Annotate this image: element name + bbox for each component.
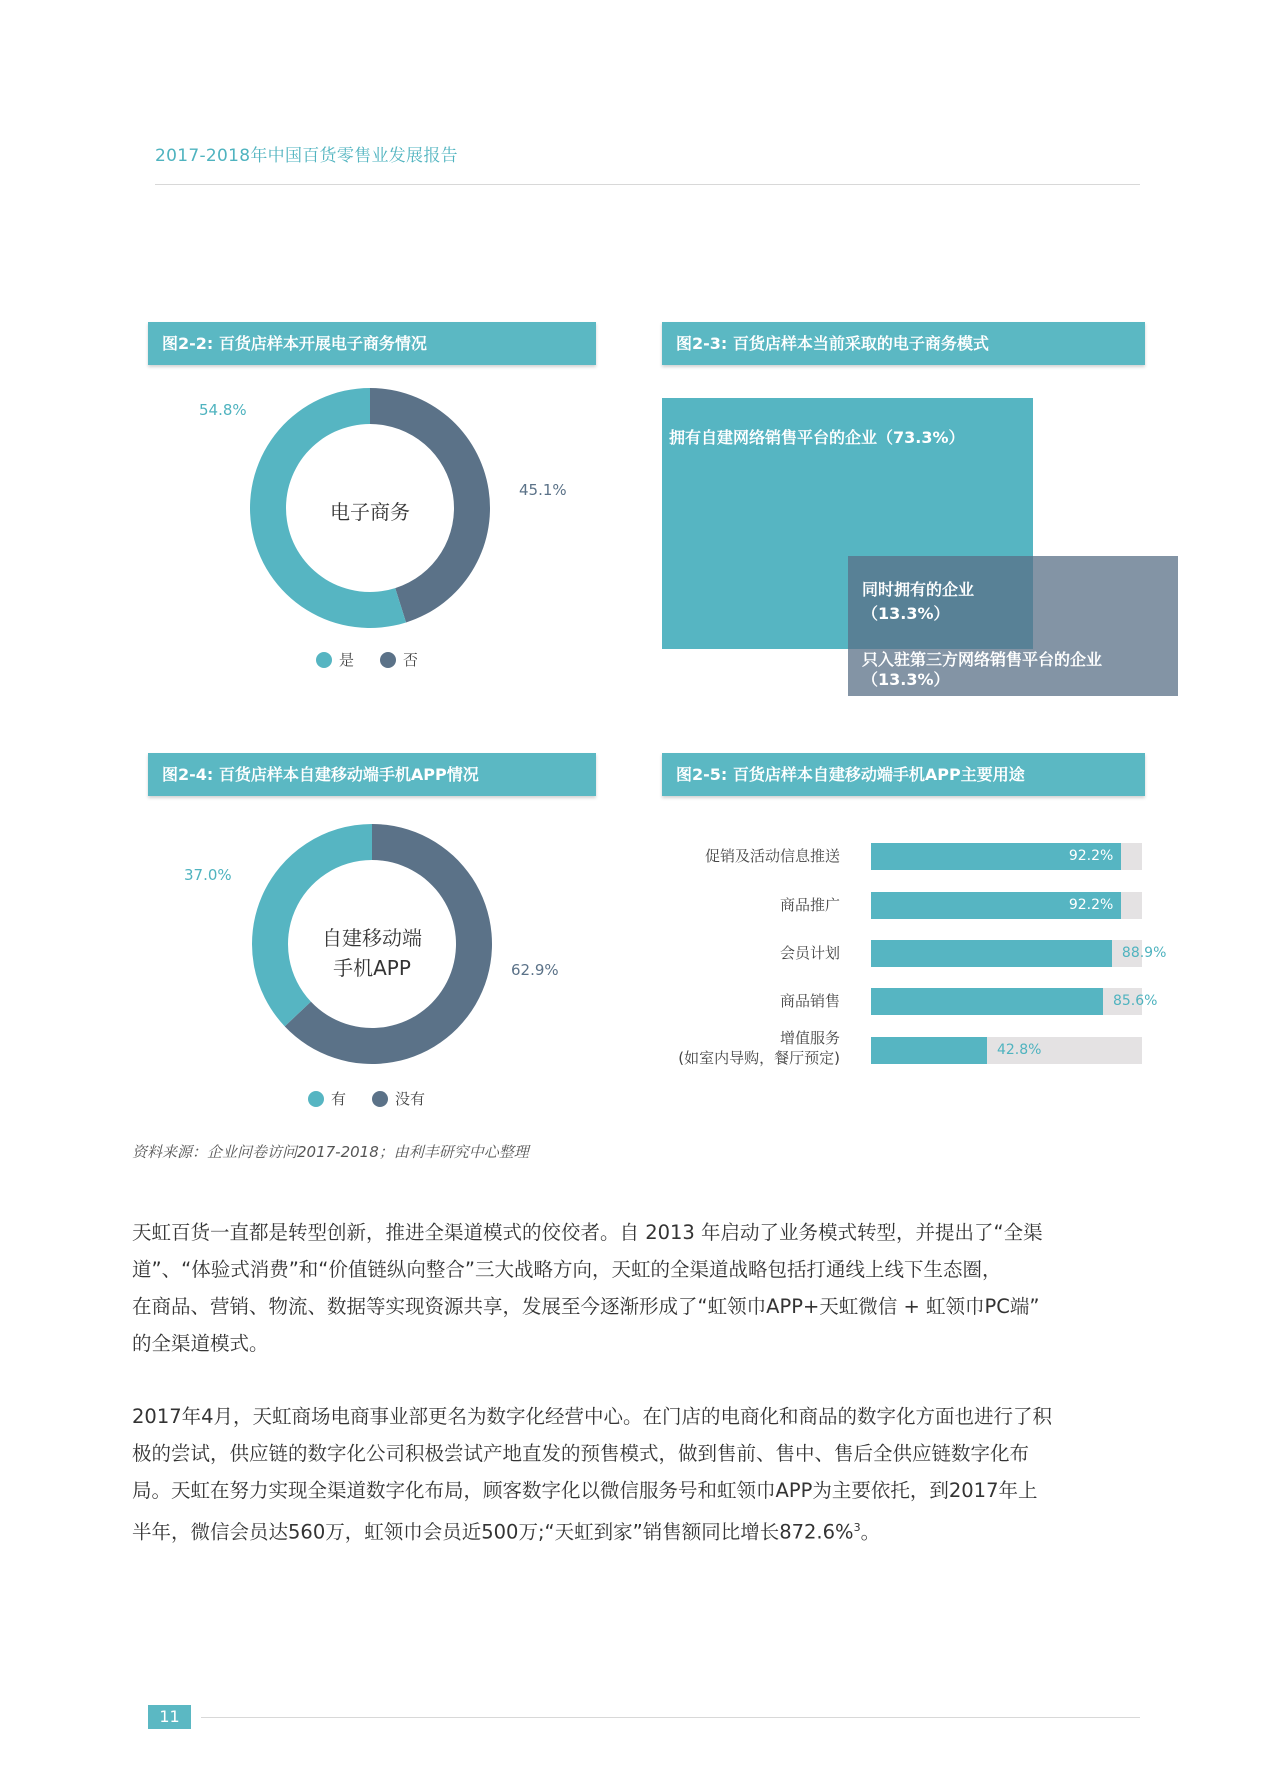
fig22-value-label-no: 45.1% — [519, 481, 567, 499]
legend-item-have — [308, 1088, 346, 1109]
paragraph-1-line-2: 道”、“体验式消费”和“价值链纵向整合”三大战略方向，天虹的全渠道战略包括打通线上线下生态圈， — [132, 1258, 1002, 1281]
bar-category-label: 促销及活动信息推送 — [704, 847, 840, 865]
bar-row — [640, 938, 1167, 968]
paragraph-2-line-4 — [132, 1509, 1130, 1551]
paragraph-2-end-punct: 。 — [860, 1520, 881, 1544]
bar-track — [871, 1037, 1142, 1064]
paragraph-1-line-3: 在商品、营销、物流、数据等实现资源共享，发展至今逐渐形成了“虹领巾APP+天虹微信 + 虹领巾PC端” — [132, 1295, 1040, 1318]
fig25-title: 图2-5: 百货店样本自建移动端手机APP主要用途 — [662, 753, 1145, 796]
page-number: 11 — [148, 1705, 191, 1729]
legend-dot-none — [372, 1091, 388, 1107]
third-party-label-line1: 只入驻第三方网络销售平台的企业 — [862, 650, 1103, 669]
fig24-value-label-no: 62.9% — [511, 961, 559, 979]
legend-dot-yes — [316, 652, 332, 668]
bar-row — [640, 890, 1160, 920]
fig22-title: 图2-2: 百货店样本开展电子商务情况 — [148, 322, 596, 365]
paragraph-1-line-1: 天虹百货一直都是转型创新，推进全渠道模式的佼佼者。自 2013 年启动了业务模式转型，并提出了“全渠 — [132, 1221, 1043, 1244]
paragraph-2-line-4-text: 半年，微信会员达560万，虹领巾会员近500万;“天虹到家”销售额同比增长872.6% — [132, 1520, 854, 1544]
paragraph-1 — [132, 1214, 1130, 1362]
fig22-center-label: 电子商务 — [330, 500, 410, 524]
legend-label-yes: 是 — [339, 651, 355, 669]
bar-value-label: 92.2% — [1068, 897, 1114, 913]
bar-track — [871, 988, 1158, 1015]
bar-category-label-sub: (如室内导购，餐厅预定) — [678, 1049, 840, 1067]
bar — [871, 940, 1112, 967]
bar-row — [640, 986, 1160, 1016]
bar-row — [640, 1029, 1160, 1067]
bar — [871, 1037, 987, 1064]
bar-value-label: 42.8% — [996, 1042, 1042, 1058]
fig24-title: 图2-4: 百货店样本自建移动端手机APP情况 — [148, 753, 596, 796]
third-party-label — [862, 648, 1102, 692]
bar-value-label: 92.2% — [1068, 848, 1114, 864]
legend-dot-have — [308, 1091, 324, 1107]
fig24-center-label — [302, 923, 442, 983]
bar-category-label — [678, 1028, 840, 1068]
overlap-label-line2: （13.3%） — [862, 604, 950, 623]
legend-item-none — [372, 1088, 425, 1109]
bar-row — [640, 841, 1160, 871]
footer-divider — [201, 1717, 1140, 1718]
bar-value-label: 85.6% — [1112, 993, 1158, 1009]
fig24-center-line2: 手机APP — [333, 956, 411, 980]
footnote-marker[interactable]: 3 — [853, 1521, 861, 1534]
bar-track — [871, 940, 1167, 967]
bar-category-label-main: 增值服务 — [779, 1029, 840, 1047]
fig24-value-label-yes: 37.0% — [184, 866, 232, 884]
paragraph-2 — [132, 1398, 1130, 1551]
bar — [871, 988, 1103, 1015]
fig24-center-line1: 自建移动端 — [322, 926, 422, 950]
bar-category-label: 会员计划 — [779, 944, 840, 962]
bar-value-label: 88.9% — [1121, 945, 1167, 961]
fig24-legend — [308, 1088, 451, 1109]
paragraph-2-line-3: 局。天虹在努力实现全渠道数字化布局，顾客数字化以微信服务号和虹领巾APP为主要依托，到2017年上 — [132, 1479, 1038, 1502]
bar-track — [871, 892, 1142, 919]
paragraph-1-line-4: 的全渠道模式。 — [132, 1332, 269, 1355]
bar-category-label: 商品推广 — [779, 896, 840, 914]
legend-label-no: 否 — [403, 651, 419, 669]
legend-item-yes — [316, 649, 354, 670]
overlap-label-line1: 同时拥有的企业 — [862, 580, 975, 599]
overlap-label — [862, 578, 974, 626]
legend-dot-no — [380, 652, 396, 668]
bar-category-label: 商品销售 — [779, 992, 840, 1010]
own-platform-label: 拥有自建网络销售平台的企业（73.3%） — [669, 428, 965, 447]
source-note: 资料来源：企业问卷访问2017-2018；由利丰研究中心整理 — [132, 1143, 529, 1161]
fig22-legend — [316, 649, 444, 670]
report-title: 2017-2018年中国百货零售业发展报告 — [155, 146, 458, 166]
legend-item-no — [380, 649, 418, 670]
paragraph-2-line-2: 极的尝试，供应链的数字化公司积极尝试产地直发的预售模式，做到售前、售中、售后全供应链数字化布 — [132, 1442, 1030, 1465]
legend-label-none: 没有 — [395, 1090, 426, 1108]
fig22-value-label-yes: 54.8% — [199, 401, 247, 419]
legend-label-have: 有 — [331, 1090, 347, 1108]
third-party-label-line2: （13.3%） — [862, 670, 950, 689]
header-divider — [155, 184, 1140, 185]
bar-track — [871, 843, 1142, 870]
paragraph-2-line-1: 2017年4月，天虹商场电商事业部更名为数字化经营中心。在门店的电商化和商品的数字化方面也进行了积 — [132, 1405, 1053, 1428]
fig23-title: 图2-3: 百货店样本当前采取的电子商务模式 — [662, 322, 1145, 365]
